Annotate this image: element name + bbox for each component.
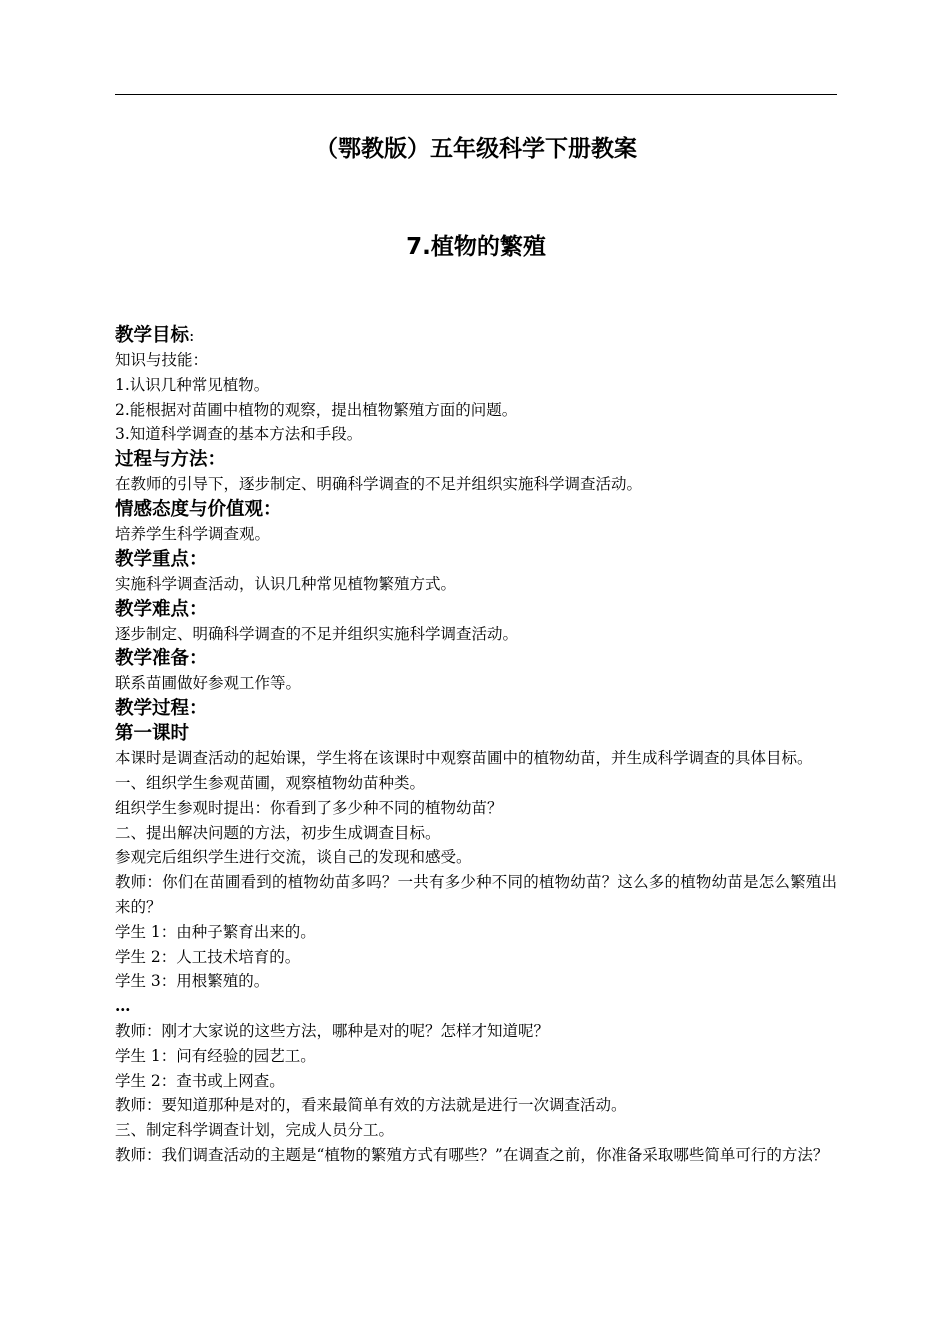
process-line: 学生 3：用根繁殖的。 — [115, 972, 270, 991]
process-method-text: 在教师的引导下，逐步制定、明确科学调查的不足并组织实施科学调查活动。 — [115, 475, 643, 494]
process-line: 二、提出解决问题的方法，初步生成调查目标。 — [115, 823, 441, 842]
process-line: 教师：刚才大家说的这些方法，哪种是对的呢？怎样才知道呢？ — [115, 1021, 550, 1040]
process-line: 学生 2：查书或上网查。 — [115, 1071, 285, 1090]
emotion-heading: 情感态度与价值观： — [115, 498, 282, 520]
difficulties-text: 逐步制定、明确科学调查的不足并组织实施科学调查活动。 — [115, 624, 519, 643]
process-line: 学生 1：由种子繁育出来的。 — [115, 922, 316, 941]
preparation-text: 联系苗圃做好参观工作等。 — [115, 674, 302, 693]
lesson1-heading: 第一课时 — [115, 723, 190, 745]
process-line: 教师：要知道那种是对的，看来最简单有效的方法就是进行一次调查活动。 — [115, 1096, 627, 1115]
document-title: （鄂教版）五年级科学下册教案 — [315, 136, 637, 162]
process-line: 三、制定科学调查计划，完成人员分工。 — [115, 1121, 395, 1140]
process-line: 学生 1：问有经验的园艺工。 — [115, 1046, 316, 1065]
knowledge-skills-label: 知识与技能： — [115, 351, 209, 369]
process-line: 参观完后组织学生进行交流，谈自己的发现和感受。 — [115, 848, 472, 867]
document-page — [115, 0, 837, 1344]
key-points-heading: 教学重点： — [115, 548, 208, 570]
teaching-process-heading: 教学过程： — [115, 698, 208, 720]
process-method-heading: 过程与方法： — [115, 449, 227, 471]
objective-item-2: 2.能根据对苗圃中植物的观察，提出植物繁殖方面的问题。 — [115, 400, 518, 419]
difficulties-heading: 教学难点： — [115, 598, 208, 620]
process-line: 组织学生参观时提出：你看到了多少种不同的植物幼苗？ — [115, 798, 503, 817]
document-body — [115, 323, 837, 1168]
process-line: 教师：你们在苗圃看到的植物幼苗多吗？一共有多少种不同的植物幼苗？这么多的植物幼苗是怎么繁殖出来的？ — [115, 873, 837, 916]
objectives-heading-text: 教学目标 — [115, 325, 190, 346]
objectives-heading-colon: : — [189, 326, 195, 345]
ellipsis-line: … — [115, 996, 131, 1016]
key-points-text: 实施科学调查活动，认识几种常见植物繁殖方式。 — [115, 574, 457, 593]
lesson-title: 7.植物的繁殖 — [406, 234, 546, 260]
header-rule — [115, 94, 837, 95]
process-line: 学生 2：人工技术培育的。 — [115, 947, 301, 966]
emotion-text: 培养学生科学调查观。 — [115, 524, 271, 543]
objective-item-3: 3.知道科学调查的基本方法和手段。 — [115, 425, 363, 444]
process-line: 教师：我们调查活动的主题是“植物的繁殖方式有哪些？”在调查之前，你准备采取哪些简单可行的方法？ — [115, 1145, 829, 1164]
preparation-heading: 教学准备： — [115, 648, 208, 670]
objective-item-1: 1.认识几种常见植物。 — [115, 375, 270, 394]
process-line: 本课时是调查活动的起始课，学生将在该课时中观察苗圃中的植物幼苗，并生成科学调查的具体目标。 — [115, 749, 813, 768]
process-line: 一、组织学生参观苗圃，观察植物幼苗种类。 — [115, 773, 426, 792]
objectives-heading — [115, 323, 837, 348]
